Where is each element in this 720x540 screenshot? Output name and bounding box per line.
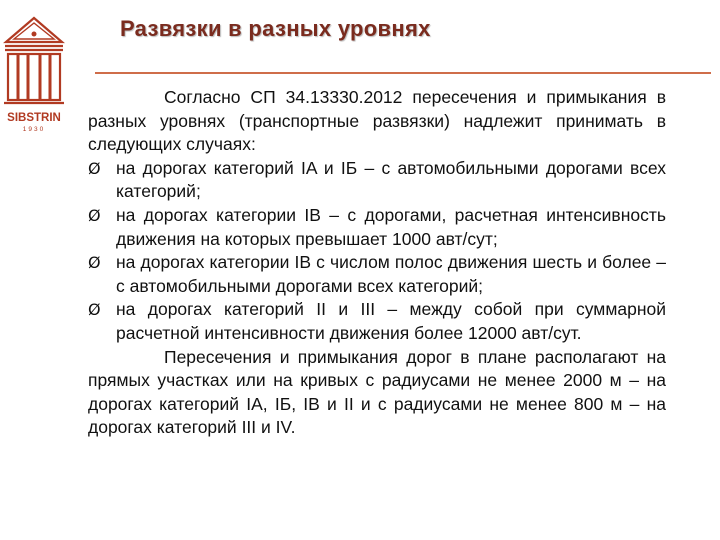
list-item-text: на дорогах категорий II и III – между собой при суммарной расчетной интенсивности движения более 12000 авт/сут. bbox=[116, 299, 666, 343]
list-item bbox=[88, 298, 666, 345]
list-item-text: на дорогах категории IB с числом полос движения шесть и более – с автомобильными дорогами всех категорий; bbox=[116, 252, 666, 296]
conditions-list bbox=[88, 157, 666, 346]
list-item-text: на дорогах категорий IA и IБ – с автомобильными дорогами всех категорий; bbox=[116, 157, 666, 202]
logo-wordmark: SIBSTRIN bbox=[7, 112, 61, 124]
bullet-arrow-icon: Ø bbox=[88, 158, 101, 178]
page-title: Развязки в разных уровнях bbox=[120, 16, 431, 41]
list-item bbox=[88, 251, 666, 298]
list-item bbox=[88, 204, 666, 251]
bullet-arrow-icon: Ø bbox=[88, 253, 101, 273]
bullet-arrow-icon: Ø bbox=[88, 300, 101, 320]
bullet-arrow-icon: Ø bbox=[88, 205, 101, 225]
document-body bbox=[88, 86, 666, 440]
logo-year: 1930 bbox=[22, 126, 46, 132]
university-logo bbox=[2, 8, 66, 132]
title-divider bbox=[95, 72, 711, 74]
intro-paragraph: Согласно СП 34.13330.2012 пересечения и примыкания в разных уровнях (транспортные развязки) надлежит принимать в следующих случаях: bbox=[88, 87, 666, 155]
closing-paragraph: Пересечения и примыкания дорог в плане располагают на прямых участках или на кривых с радиусами не менее 2000 м – на дорогах категорий IA, IБ, IB и II и с радиусами не менее 800 м – на дорогах категорий III и IV. bbox=[88, 346, 666, 438]
list-item-text: на дорогах категории IB – с дорогами, расчетная интенсивность движения на которых превышает 1000 авт/сут; bbox=[116, 204, 666, 249]
list-item bbox=[88, 157, 666, 204]
